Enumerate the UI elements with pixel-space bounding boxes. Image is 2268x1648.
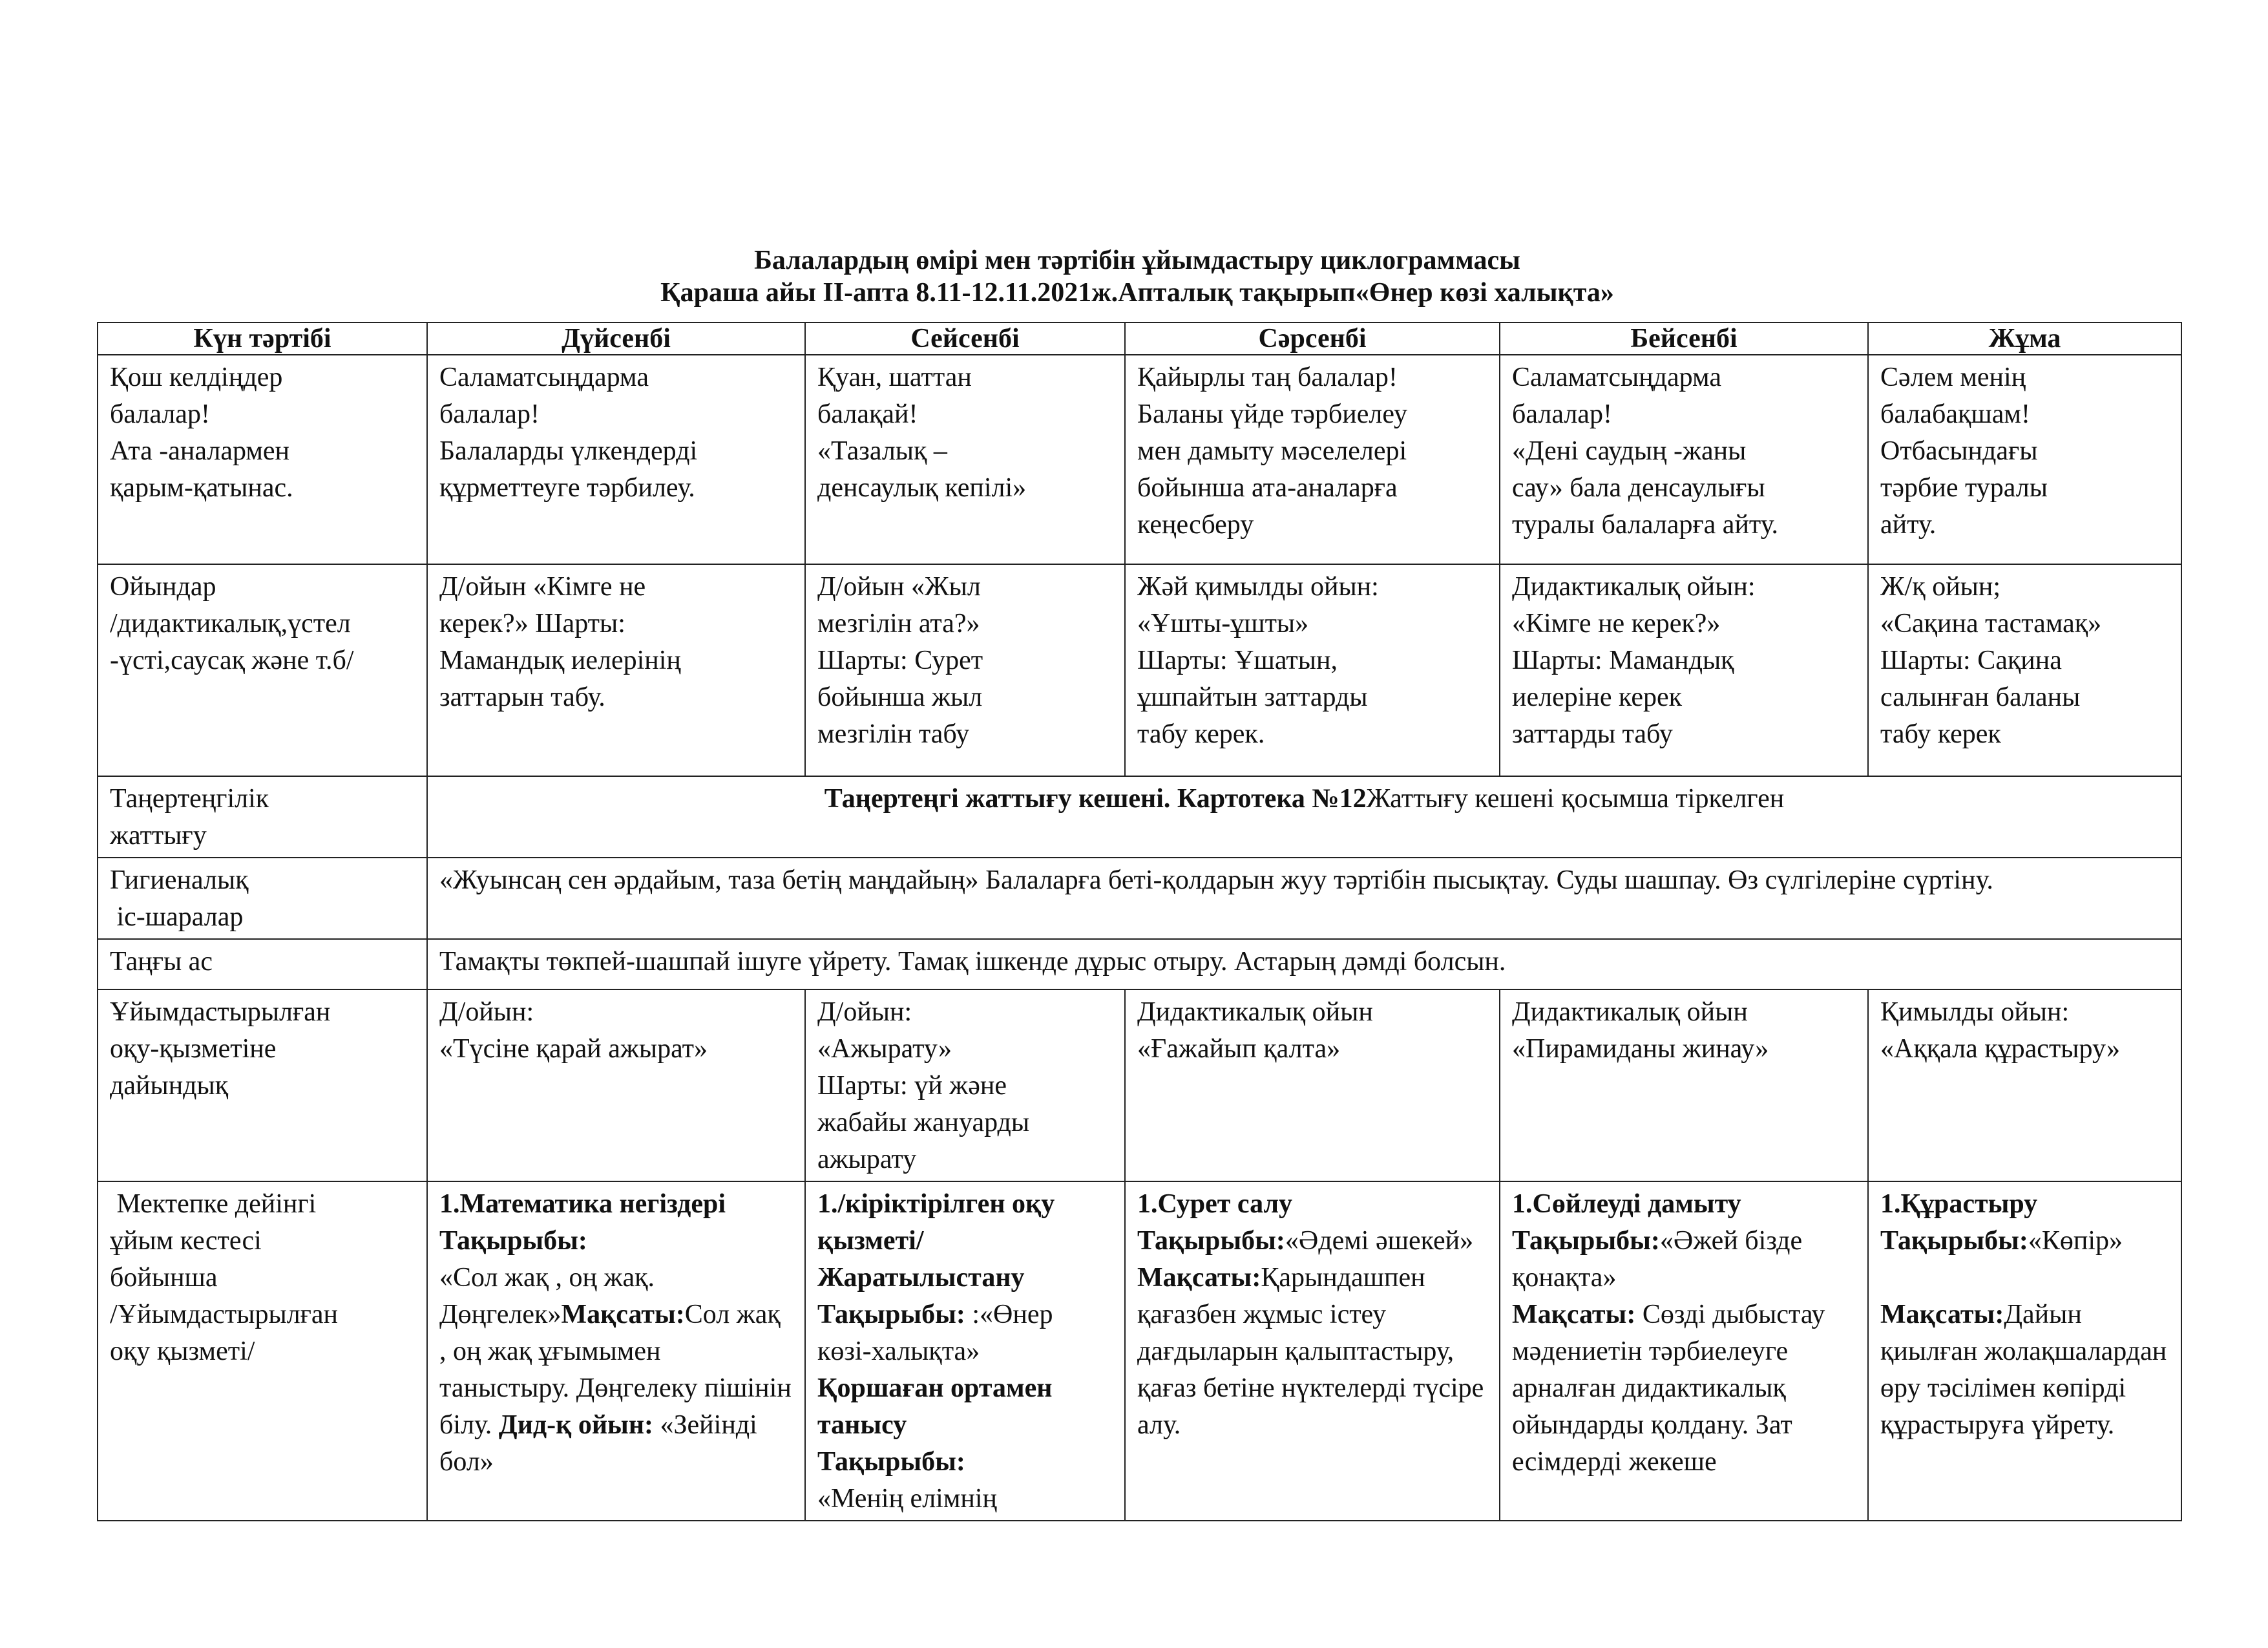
row-label: Таңғы ас [98, 939, 427, 989]
lesson-cell: 1.Құрастыру Тақырыбы:«Көпір» Мақсаты:Дайын қиылған жолақшалардан өру тәсілімен көпірді құрастыруға үйрету. [1868, 1181, 2181, 1521]
row-label: Ұйымдастырылған оқу-қызметіне дайындық [98, 989, 427, 1181]
table-cell: Дидактикалық ойын: «Кімге не керек?» Шарты: Мамандық иелеріне керек заттарды табу [1500, 564, 1868, 776]
table-cell: Д/ойын: «Ажырату» Шарты: үй және жабайы жануарды ажырату [805, 989, 1125, 1181]
row-label: Ойындар /дидактикалық,үстел -үсті,саусақ және т.б/ [98, 564, 427, 776]
merged-cell: Таңертеңгі жаттығу кешені. Картотека №12Жаттығу кешені қосымша тіркелген [427, 776, 2181, 858]
table-row [98, 939, 2181, 989]
document-header [97, 244, 2178, 309]
column-header: Бейсенбі [1500, 322, 1868, 355]
table-cell: Саламатсыңдарма балалар! Балаларды үлкендерді құрметтеуге тәрбилеу. [427, 355, 805, 564]
column-header: Күн тәртібі [98, 322, 427, 355]
column-header: Жұма [1868, 322, 2181, 355]
table-cell: Дидактикалық ойын «Пирамиданы жинау» [1500, 989, 1868, 1181]
row-label: Мектепке дейінгі ұйым кестесі бойынша /Ұйымдастырылған оқу қызметі/ [98, 1181, 427, 1521]
table-header-row [98, 322, 2181, 355]
table-row [98, 776, 2181, 858]
table-row [98, 355, 2181, 564]
table-cell: Жәй қимылды ойын: «Ұшты-ұшты» Шарты: Ұшатын, ұшпайтын заттарды табу керек. [1125, 564, 1500, 776]
table-cell: Сәлем менің балабақшам! Отбасындағы тәрбие туралы айту. [1868, 355, 2181, 564]
cyclogram-table [97, 322, 2182, 1521]
table-cell: Д/ойын: «Түсіне қарай ажырат» [427, 989, 805, 1181]
table-cell: Дидактикалық ойын «Ғажайып қалта» [1125, 989, 1500, 1181]
table-cell: Қимылды ойын: «Аққала құрастыру» [1868, 989, 2181, 1181]
lesson-cell: 1.Математика негіздері Тақырыбы: «Сол жақ , оң жақ. Дөңгелек»Мақсаты:Сол жақ , оң жақ ұғымымен таныстыру. Дөңгелеку пішінін білу. Дид-қ ойын: «Зейінді бол» [427, 1181, 805, 1521]
row-label: Таңертеңгілік жаттығу [98, 776, 427, 858]
column-header: Сейсенбі [805, 322, 1125, 355]
merged-cell: Тамақты төкпей-шашпай ішуге үйрету. Тамақ ішкенде дұрыс отыру. Астарың дәмді болсын. [427, 939, 2181, 989]
table-cell: Саламатсыңдарма балалар! «Дені саудың -жаны сау» бала денсаулығы туралы балаларға айту. [1500, 355, 1868, 564]
table-cell: Д/ойын «Кімге не керек?» Шарты: Мамандық иелерінің заттарын табу. [427, 564, 805, 776]
column-header: Сәрсенбі [1125, 322, 1500, 355]
table-cell: Ж/қ ойын; «Сақина тастамақ» Шарты: Сақина салынған баланы табу керек [1868, 564, 2181, 776]
table-cell: Д/ойын «Жыл мезгілін ата?» Шарты: Сурет бойынша жыл мезгілін табу [805, 564, 1125, 776]
table-row [98, 989, 2181, 1181]
table-row [98, 858, 2181, 939]
table-cell: Қуан, шаттан балақай! «Тазалық – денсаулық кепілі» [805, 355, 1125, 564]
table-row [98, 1181, 2181, 1521]
table-cell: Қайырлы таң балалар! Баланы үйде тәрбиелеу мен дамыту мәселелері бойынша ата-аналарға кеңесберу [1125, 355, 1500, 564]
row-label: Қош келдіңдер балалар! Ата -аналармен қарым-қатынас. [98, 355, 427, 564]
table-row [98, 564, 2181, 776]
lesson-cell: 1.Сурет салу Тақырыбы:«Әдемі әшекей» Мақсаты:Қарындашпен қағазбен жұмыс істеу дағдыларын қалыптастыру, қағаз бетіне нүктелерді түсіре алу. [1125, 1181, 1500, 1521]
column-header: Дүйсенбі [427, 322, 805, 355]
merged-cell: «Жуынсаң сен әрдайым, таза бетің маңдайың» Балаларға беті-қолдарын жуу тәртібін пысықтау. Суды шашпау. Өз сүлгілеріне сүртіну. [427, 858, 2181, 939]
lesson-cell: 1./кіріктірілген оқу қызметі/ Жаратылыстану Тақырыбы: :«Өнер көзі-халықта» Қоршаған ортамен танысу Тақырыбы: «Менің елімнің [805, 1181, 1125, 1521]
row-label: Гигиеналық іс-шаралар [98, 858, 427, 939]
document-subtitle: Қараша айы ІІ-апта 8.11-12.11.2021ж.Апталық тақырып«Өнер көзі халықта» [660, 278, 1614, 308]
lesson-cell: 1.Сөйлеуді дамыту Тақырыбы:«Әжей бізде қонақта» Мақсаты: Сөзді дыбыстау мәдениетін тәрбиелеуге арналған дидактикалық ойындарды қолдану. Зат есімдерді жекеше [1500, 1181, 1868, 1521]
document-title: Балалардың өмірі мен тәртібін ұйымдастыру циклограммасы [754, 246, 1520, 275]
